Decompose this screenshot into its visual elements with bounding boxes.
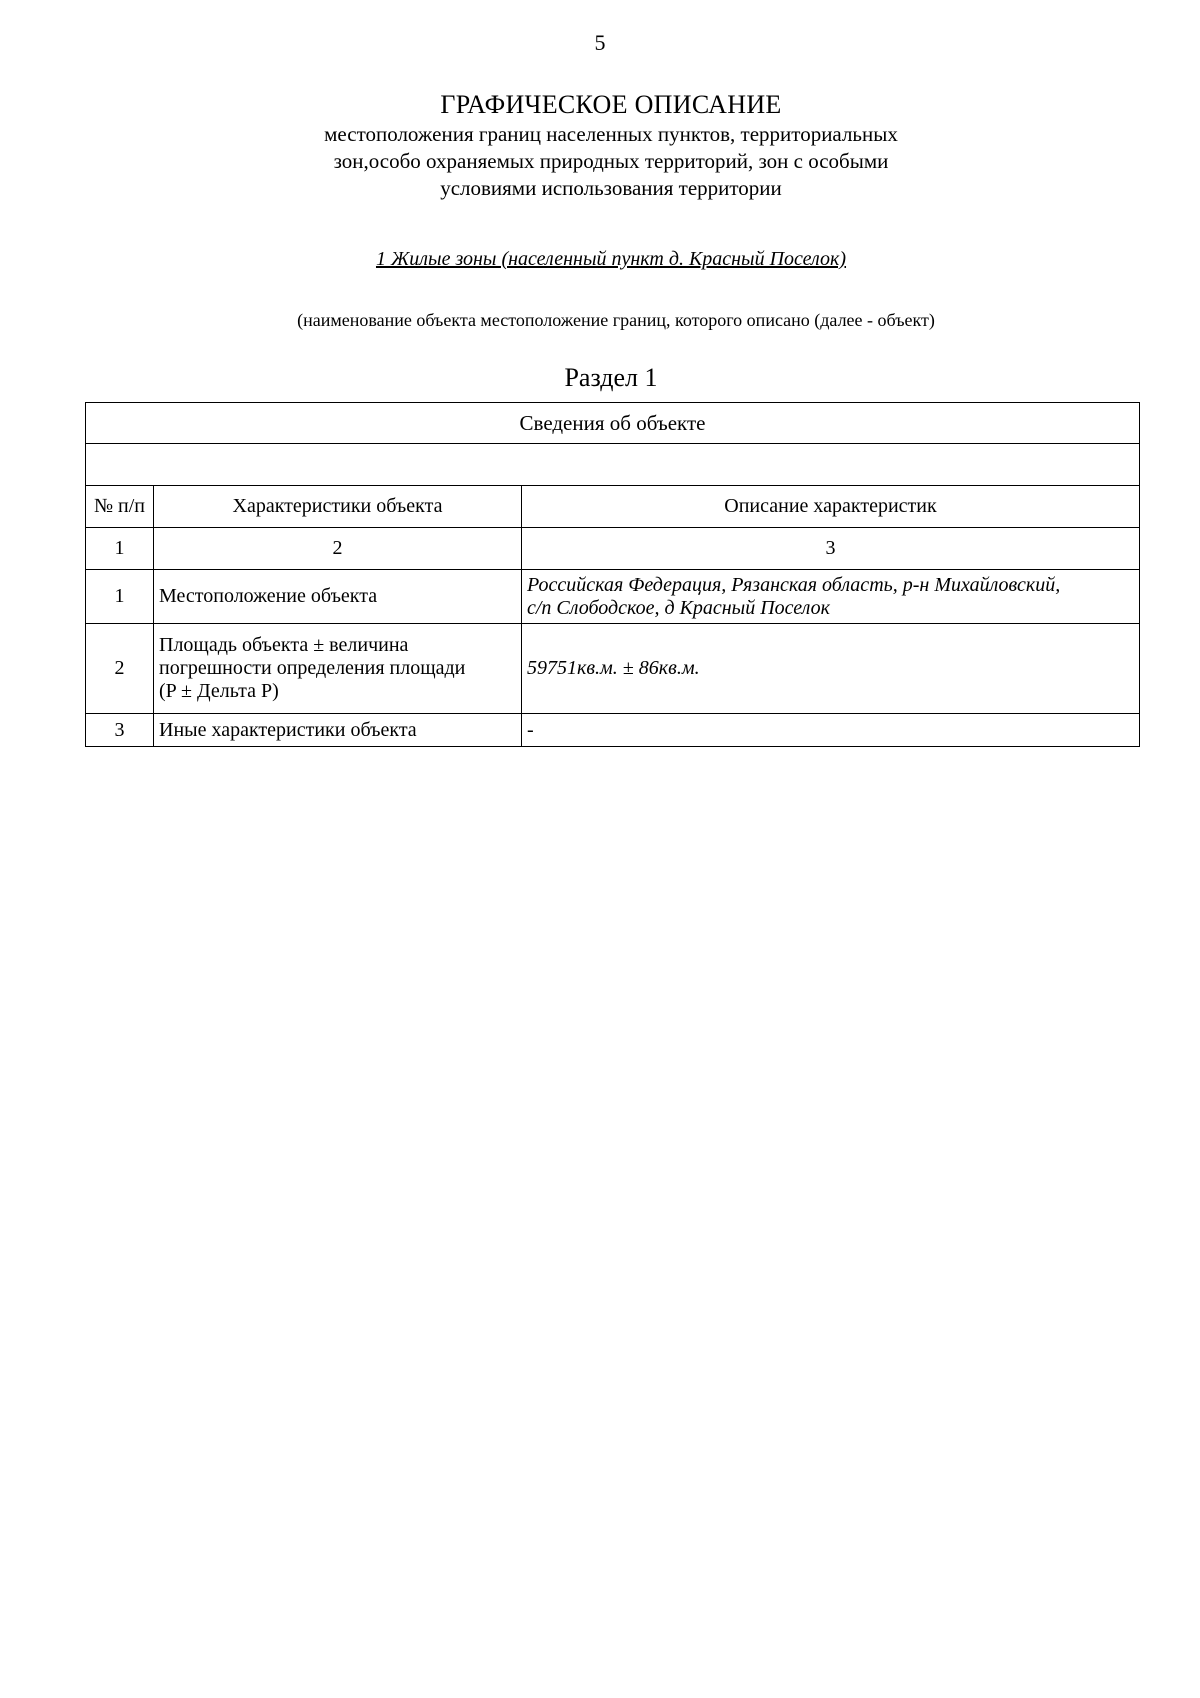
table-header-row [86, 486, 1140, 528]
document-subtitle [0, 121, 1200, 202]
table-empty-cell [86, 444, 1140, 486]
row-characteristic: Местоположение объекта [154, 570, 522, 624]
header-description: Описание характеристик [522, 486, 1140, 528]
subtitle-line: зон,особо охраняемых природных территорий, зон с особыми [333, 149, 889, 173]
page-number: 5 [594, 30, 606, 55]
table-title: Сведения об объекте [86, 403, 1140, 444]
table-spacer-row [86, 444, 1140, 486]
row-characteristic: Иные характеристики объекта [154, 714, 522, 747]
characteristic-line: погрешности определения площади [159, 657, 466, 679]
subtitle-line: условиями использования территории [440, 176, 782, 200]
description-line: Российская Федерация, Рязанская область, р-н Михайловский, [527, 573, 1061, 596]
header-characteristic: Характеристики объекта [154, 486, 522, 528]
table-index-row [86, 528, 1140, 570]
row-description: 59751кв.м. ± 86кв.м. [522, 624, 1140, 714]
object-name-text: 1 Жилые зоны (населенный пункт д. Красный Поселок) [375, 248, 847, 270]
row-number: 2 [86, 624, 154, 714]
object-caption: (наименование объекта местоположение границ, которого описано (далее - объект) [297, 310, 935, 330]
row-description: - [522, 714, 1140, 747]
row-number: 3 [86, 714, 154, 747]
index-cell: 2 [154, 528, 522, 570]
description-line: с/п Слободское, д Красный Поселок [527, 596, 830, 619]
table-row [86, 624, 1140, 714]
object-info-table [85, 402, 1140, 747]
object-name [0, 248, 1200, 271]
table-row [86, 570, 1140, 624]
header-num: № п/п [86, 486, 154, 528]
table-row [86, 714, 1140, 747]
subtitle-line: местоположения границ населенных пунктов, территориальных [324, 122, 898, 146]
row-description [522, 570, 1140, 624]
row-number: 1 [86, 570, 154, 624]
document-title: ГРАФИЧЕСКОЕ ОПИСАНИЕ [440, 90, 782, 119]
characteristic-line: (P ± Дельта P) [159, 680, 279, 702]
index-cell: 3 [522, 528, 1140, 570]
table-title-row [86, 403, 1140, 444]
characteristic-line: Площадь объекта ± величина [159, 634, 409, 656]
row-characteristic [154, 624, 522, 714]
index-cell: 1 [86, 528, 154, 570]
section-title: Раздел 1 [564, 363, 658, 392]
